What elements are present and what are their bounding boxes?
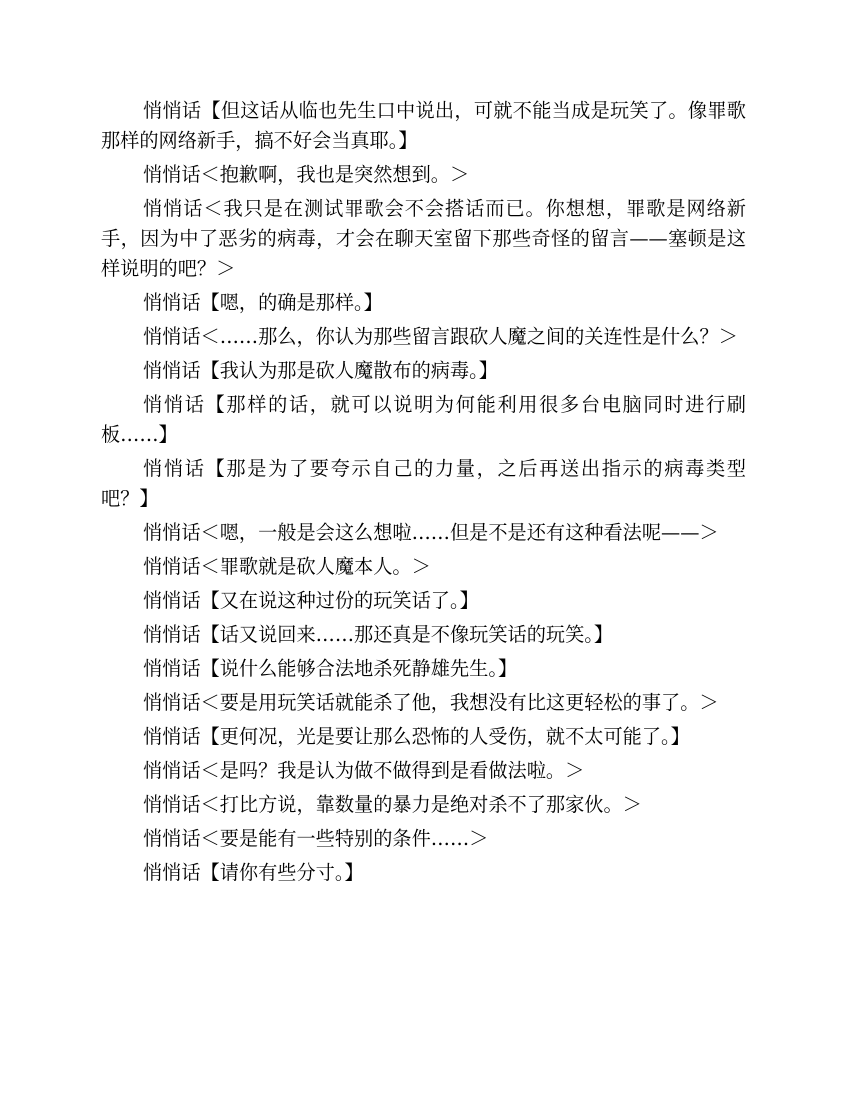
paragraph: 悄悄话【说什么能够合法地杀死静雄先生。】 [143,657,518,680]
paragraph: 悄悄话＜嗯，一般是会这么想啦……但是不是还有这种看法呢——＞ [143,521,719,544]
paragraph: 悄悄话【话又说回来……那还真是不像玩笑话的玩笑。】 [143,623,614,646]
paragraph: 悄悄话＜要是能有一些特别的条件……＞ [143,827,489,850]
paragraph: 悄悄话【但这话从临也先生口中说出，可就不能当成是玩笑了。像罪歌那样的网络新手，搞不好会当真耶。】 [101,99,746,152]
paragraph: 悄悄话【那样的话，就可以说明为何能利用很多台电脑同时进行刷板……】 [101,393,746,446]
paragraph: 悄悄话【那是为了要夸示自己的力量，之后再送出指示的病毒类型吧？】 [101,457,746,510]
paragraph: 悄悄话＜要是用玩笑话就能杀了他，我想没有比这更轻松的事了。＞ [143,691,719,714]
paragraph: 悄悄话【嗯，的确是那样。】 [143,291,383,314]
paragraph: 悄悄话＜……那么，你认为那些留言跟砍人魔之间的关连性是什么？＞ [143,325,738,348]
document-page [101,96,746,892]
paragraph: 悄悄话＜我只是在测试罪歌会不会搭话而已。你想想，罪歌是网络新手，因为中了恶劣的病毒，才会在聊天室留下那些奇怪的留言——塞顿是这样说明的吧？＞ [101,197,746,280]
paragraph: 悄悄话＜打比方说，靠数量的暴力是绝对杀不了那家伙。＞ [143,793,642,816]
paragraph: 悄悄话【更何况，光是要让那么恐怖的人受伤，就不太可能了。】 [143,725,690,748]
paragraph: 悄悄话＜罪歌就是砍人魔本人。＞ [143,555,431,578]
paragraph: 悄悄话【我认为那是砍人魔散布的病毒。】 [143,359,498,382]
paragraph: 悄悄话【又在说这种过份的玩笑话了。】 [143,589,479,612]
paragraph: 悄悄话＜抱歉啊，我也是突然想到。＞ [143,163,470,186]
paragraph: 悄悄话＜是吗？我是认为做不做得到是看做法啦。＞ [143,759,585,782]
paragraph: 悄悄话【请你有些分寸。】 [143,861,364,884]
